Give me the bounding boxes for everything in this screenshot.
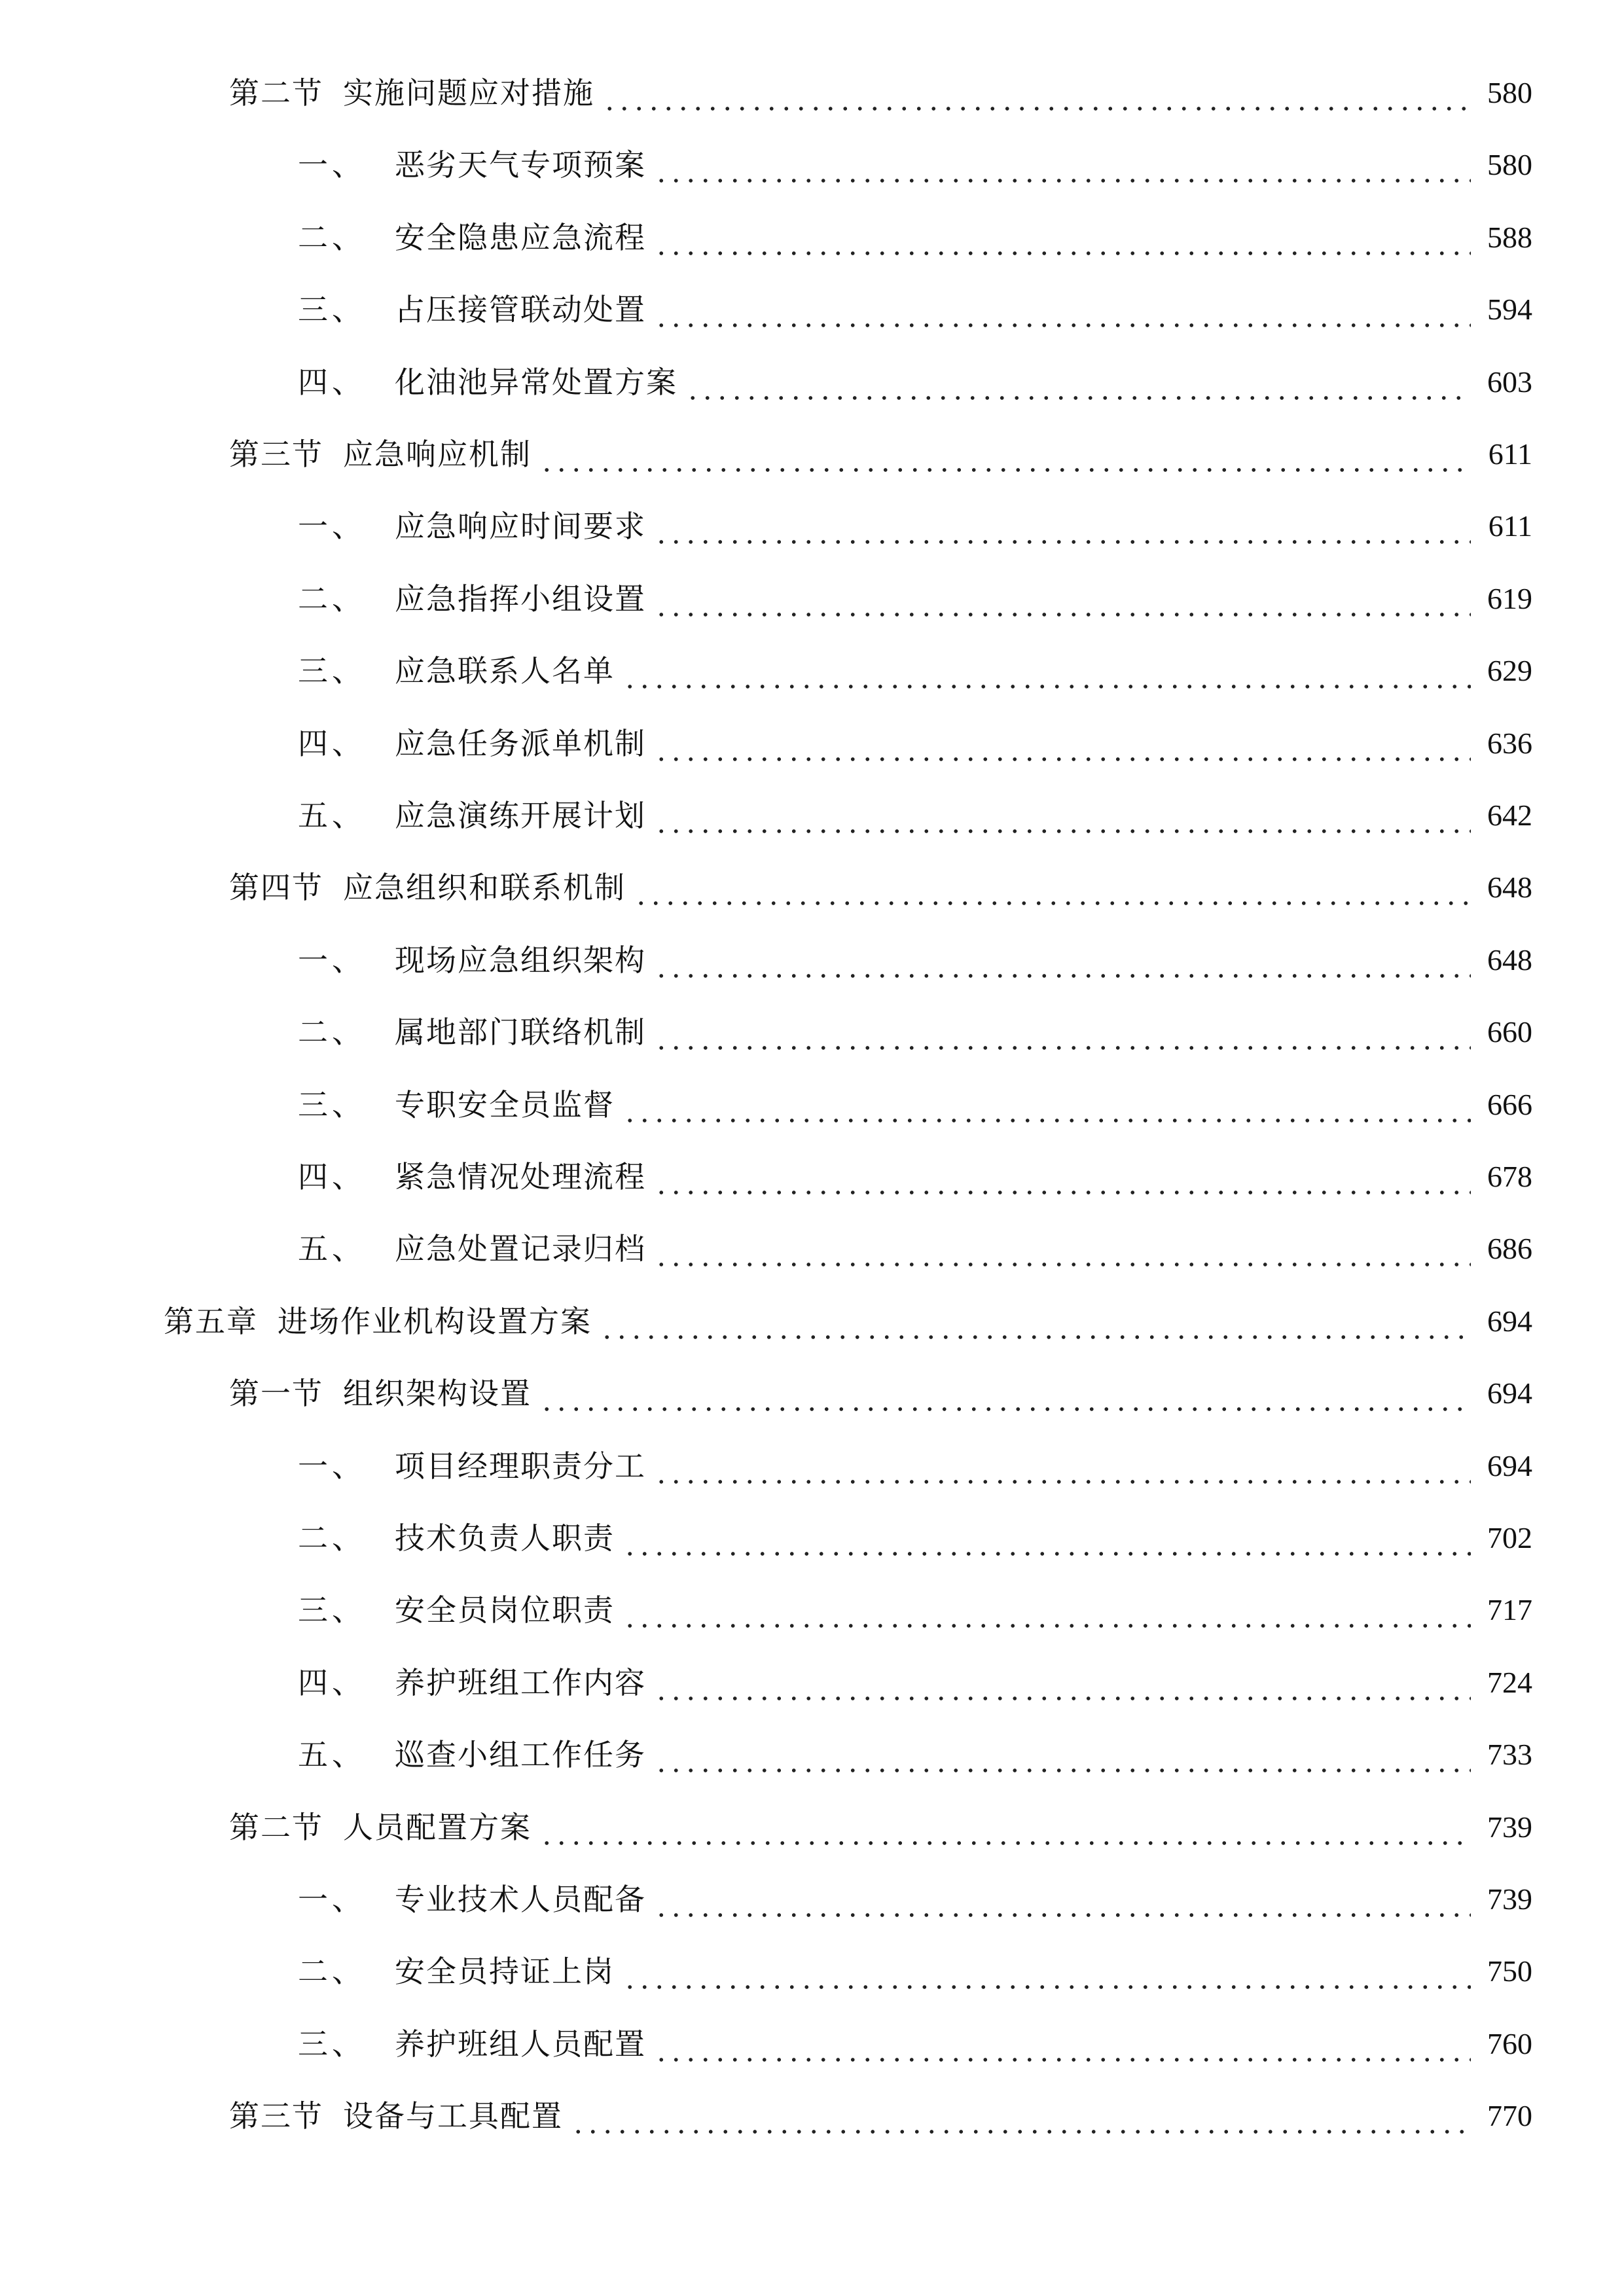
toc-entry-title: 恶劣天气专项预案 bbox=[395, 147, 646, 183]
toc-entry-title: 专业技术人员配备 bbox=[395, 1882, 646, 1917]
toc-entry-title: 项目经理职责分工 bbox=[395, 1448, 646, 1484]
toc-entry-title: 占压接管联动处置 bbox=[395, 292, 646, 328]
toc-entry[interactable] bbox=[298, 934, 1532, 986]
dot-leader bbox=[654, 1151, 1471, 1203]
toc-entry[interactable] bbox=[298, 2018, 1532, 2070]
toc-entry[interactable] bbox=[298, 1079, 1532, 1131]
toc-entry-page-number: 648 bbox=[1487, 870, 1532, 905]
toc-entry-number: 三、 bbox=[298, 292, 366, 328]
toc-entry-page-number: 724 bbox=[1487, 1665, 1532, 1699]
toc-entry-number: 四、 bbox=[298, 1664, 366, 1700]
toc-entry[interactable] bbox=[298, 789, 1532, 842]
toc-entry-number: 第三节 bbox=[229, 437, 323, 472]
toc-entry[interactable] bbox=[229, 1367, 1532, 1420]
toc-entry-page-number: 636 bbox=[1487, 726, 1532, 760]
toc-entry-title: 应急联系人名单 bbox=[395, 653, 615, 689]
toc-entry-number: 四、 bbox=[298, 1159, 366, 1194]
toc-entry-number: 第四节 bbox=[229, 870, 323, 906]
toc-entry-title: 化油池异常处置方案 bbox=[395, 364, 677, 400]
toc-entry-title: 进场作业机构设置方案 bbox=[278, 1303, 592, 1339]
toc-entry[interactable] bbox=[298, 500, 1532, 552]
dot-leader bbox=[623, 645, 1471, 697]
dot-leader bbox=[654, 1729, 1471, 1781]
toc-entry-title: 应急演练开展计划 bbox=[395, 798, 646, 833]
toc-entry-page-number: 717 bbox=[1487, 1593, 1532, 1627]
toc-entry[interactable] bbox=[298, 645, 1532, 697]
toc-entry-number: 三、 bbox=[298, 1086, 366, 1122]
toc-entry-number: 第二节 bbox=[229, 75, 323, 111]
dot-leader bbox=[654, 1006, 1471, 1058]
toc-entry-number: 三、 bbox=[298, 1592, 366, 1628]
toc-entry-number: 二、 bbox=[298, 1014, 366, 1050]
dot-leader bbox=[654, 934, 1471, 986]
toc-entry-page-number: 580 bbox=[1487, 148, 1532, 182]
toc-entry-number: 四、 bbox=[298, 364, 366, 400]
toc-entry[interactable] bbox=[298, 139, 1532, 191]
toc-entry[interactable] bbox=[298, 1945, 1532, 1998]
toc-entry-number: 一、 bbox=[298, 509, 366, 545]
toc-entry-page-number: 733 bbox=[1487, 1738, 1532, 1772]
toc-entry-page-number: 611 bbox=[1488, 509, 1532, 543]
toc-entry-number: 第二节 bbox=[229, 1809, 323, 1845]
toc-entry-title: 实施问题应对措施 bbox=[343, 75, 594, 111]
toc-entry-number: 三、 bbox=[298, 653, 366, 689]
toc-entry[interactable] bbox=[229, 1801, 1532, 1854]
toc-entry-page-number: 594 bbox=[1487, 293, 1532, 327]
toc-entry-title: 专职安全员监督 bbox=[395, 1086, 615, 1122]
toc-entry-title: 属地部门联络机制 bbox=[395, 1014, 646, 1050]
toc-entry-title: 现场应急组织架构 bbox=[395, 942, 646, 978]
dot-leader bbox=[634, 861, 1471, 914]
toc-entry-number: 第三节 bbox=[229, 2098, 323, 2134]
toc-entry-title: 应急任务派单机制 bbox=[395, 725, 646, 761]
toc-entry[interactable] bbox=[229, 428, 1532, 480]
toc-entry-number: 五、 bbox=[298, 798, 366, 833]
dot-leader bbox=[600, 1295, 1471, 1348]
toc-entry-title: 应急响应机制 bbox=[343, 437, 532, 472]
toc-entry-title: 组织架构设置 bbox=[343, 1376, 532, 1412]
toc-entry[interactable] bbox=[298, 1223, 1532, 1275]
toc-entry[interactable] bbox=[298, 717, 1532, 770]
dot-leader bbox=[654, 1223, 1471, 1275]
dot-leader bbox=[654, 283, 1471, 336]
toc-entry[interactable] bbox=[298, 1006, 1532, 1058]
dot-leader bbox=[571, 2090, 1471, 2142]
toc-entry-title: 应急指挥小组设置 bbox=[395, 581, 646, 617]
toc-entry-page-number: 580 bbox=[1487, 76, 1532, 109]
dot-leader bbox=[654, 1657, 1471, 1709]
toc-entry-number: 一、 bbox=[298, 1448, 366, 1484]
dot-leader bbox=[623, 1945, 1471, 1998]
dot-leader bbox=[654, 573, 1471, 625]
dot-leader bbox=[654, 1873, 1471, 1926]
toc-entry[interactable] bbox=[298, 1729, 1532, 1781]
toc-entry-number: 一、 bbox=[298, 1882, 366, 1917]
toc-entry-number: 二、 bbox=[298, 1520, 366, 1556]
toc-entry-number: 三、 bbox=[298, 2026, 366, 2062]
toc-entry-page-number: 739 bbox=[1487, 1882, 1532, 1916]
toc-entry-number: 五、 bbox=[298, 1231, 366, 1267]
toc-entry-page-number: 629 bbox=[1487, 654, 1532, 688]
toc-entry-number: 第五章 bbox=[164, 1303, 258, 1339]
toc-entry-page-number: 739 bbox=[1487, 1810, 1532, 1844]
toc-entry-page-number: 619 bbox=[1487, 581, 1532, 615]
toc-entry[interactable] bbox=[298, 211, 1532, 264]
toc-entry-number: 二、 bbox=[298, 219, 366, 255]
dot-leader bbox=[623, 1584, 1471, 1636]
toc-entry[interactable] bbox=[229, 2090, 1532, 2142]
toc-entry-page-number: 642 bbox=[1487, 798, 1532, 832]
toc-entry[interactable] bbox=[298, 1584, 1532, 1636]
toc-entry-number: 五、 bbox=[298, 1737, 366, 1773]
toc-entry-number: 一、 bbox=[298, 942, 366, 978]
toc-entry-title: 人员配置方案 bbox=[343, 1809, 532, 1845]
toc-entry-page-number: 702 bbox=[1487, 1521, 1532, 1554]
toc-entry-page-number: 588 bbox=[1487, 220, 1532, 254]
toc-entry[interactable] bbox=[298, 356, 1532, 408]
toc-entry[interactable] bbox=[229, 67, 1532, 119]
toc-entry-page-number: 694 bbox=[1487, 1448, 1532, 1482]
toc-entry-page-number: 694 bbox=[1487, 1376, 1532, 1410]
toc-entry-number: 第一节 bbox=[229, 1376, 323, 1412]
toc-entry-title: 安全隐患应急流程 bbox=[395, 219, 646, 255]
toc-entry-title: 安全员持证上岗 bbox=[395, 1954, 615, 1990]
toc-entry[interactable] bbox=[298, 1440, 1532, 1492]
dot-leader bbox=[654, 1440, 1471, 1492]
toc-entry-page-number: 611 bbox=[1488, 437, 1532, 471]
toc-entry-page-number: 660 bbox=[1487, 1015, 1532, 1049]
toc-entry-page-number: 750 bbox=[1487, 1954, 1532, 1988]
toc-entry[interactable] bbox=[298, 1873, 1532, 1926]
toc-entry-page-number: 770 bbox=[1487, 2099, 1532, 2133]
toc-entry-title: 设备与工具配置 bbox=[343, 2098, 563, 2134]
toc-entry-title: 安全员岗位职责 bbox=[395, 1592, 615, 1628]
toc-entry-title: 紧急情况处理流程 bbox=[395, 1159, 646, 1194]
dot-leader bbox=[654, 2018, 1471, 2070]
toc-entry[interactable] bbox=[298, 283, 1532, 336]
toc-entry[interactable] bbox=[298, 1657, 1532, 1709]
toc-entry-page-number: 678 bbox=[1487, 1160, 1532, 1193]
dot-leader bbox=[539, 1367, 1471, 1420]
dot-leader bbox=[539, 1801, 1471, 1854]
toc-entry-title: 技术负责人职责 bbox=[395, 1520, 615, 1556]
toc-entry[interactable] bbox=[298, 573, 1532, 625]
dot-leader bbox=[654, 139, 1471, 191]
dot-leader bbox=[623, 1512, 1471, 1564]
dot-leader bbox=[654, 500, 1471, 552]
toc-entry-number: 二、 bbox=[298, 1954, 366, 1990]
toc-entry-title: 巡查小组工作任务 bbox=[395, 1737, 646, 1773]
toc-entry-title: 应急处置记录归档 bbox=[395, 1231, 646, 1267]
toc-entry-number: 二、 bbox=[298, 581, 366, 617]
toc-entry[interactable] bbox=[164, 1295, 1532, 1348]
dot-leader bbox=[623, 1079, 1471, 1131]
dot-leader bbox=[685, 356, 1471, 408]
toc-entry-page-number: 760 bbox=[1487, 2026, 1532, 2060]
toc-entry-page-number: 686 bbox=[1487, 1232, 1532, 1266]
toc-entry-page-number: 603 bbox=[1487, 365, 1532, 399]
dot-leader bbox=[602, 67, 1471, 119]
toc-entry-title: 应急响应时间要求 bbox=[395, 509, 646, 545]
toc-entry[interactable] bbox=[229, 861, 1532, 914]
toc-entry[interactable] bbox=[298, 1512, 1532, 1564]
dot-leader bbox=[654, 789, 1471, 842]
toc-entry[interactable] bbox=[298, 1151, 1532, 1203]
toc-entry-title: 应急组织和联系机制 bbox=[343, 870, 626, 906]
toc-entry-title: 养护班组人员配置 bbox=[395, 2026, 646, 2062]
toc-entry-page-number: 648 bbox=[1487, 942, 1532, 977]
toc-entry-page-number: 694 bbox=[1487, 1304, 1532, 1338]
toc-entry-title: 养护班组工作内容 bbox=[395, 1664, 646, 1700]
toc-entry-page-number: 666 bbox=[1487, 1087, 1532, 1121]
toc-entry-number: 四、 bbox=[298, 725, 366, 761]
dot-leader bbox=[539, 428, 1471, 480]
dot-leader bbox=[654, 717, 1471, 770]
toc-entry-number: 一、 bbox=[298, 147, 366, 183]
dot-leader bbox=[654, 211, 1471, 264]
